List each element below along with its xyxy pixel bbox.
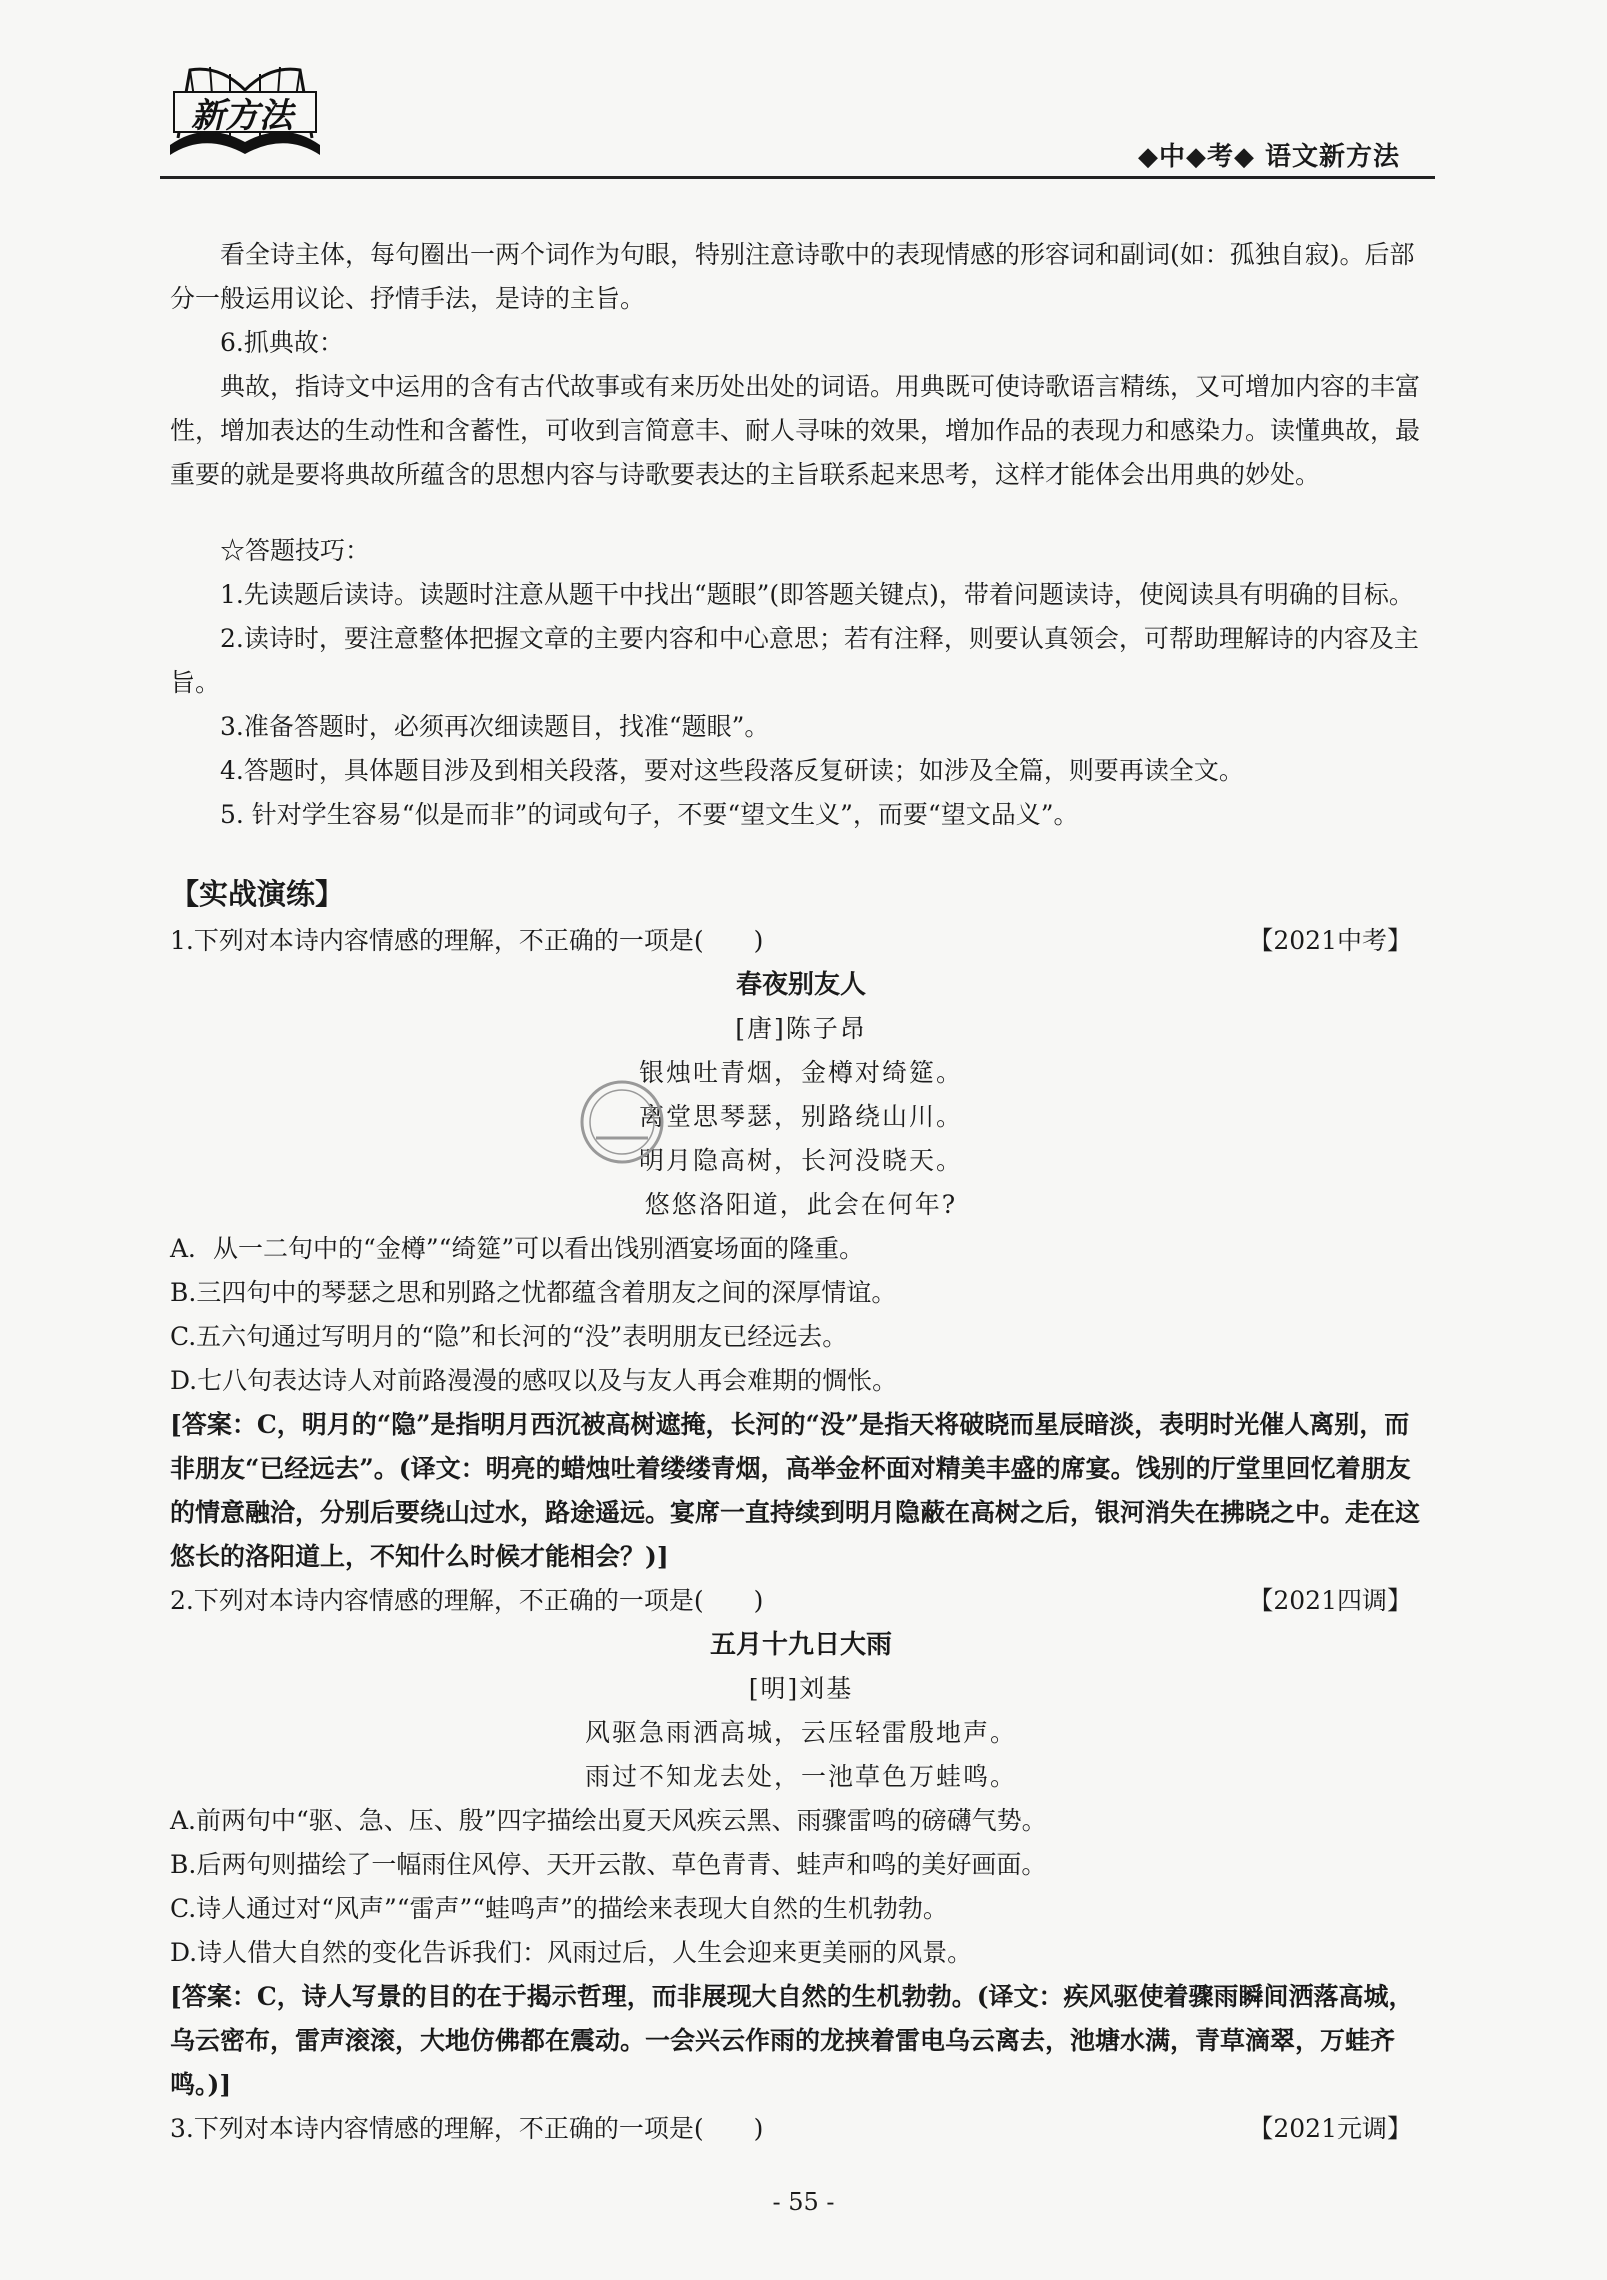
page-number: - 55 - bbox=[772, 2188, 835, 2216]
tips-title: ☆答题技巧： bbox=[220, 536, 371, 565]
point6-title: 6.抓典故： bbox=[220, 328, 344, 357]
header-divider bbox=[160, 176, 1435, 179]
intro-paragraph: 看全诗主体，每句圈出一两个词作为句眼，特别注意诗歌中的表现情感的形容词和副词(如：孤独自寂)。后部分一般运用议论、抒情手法，是诗的主旨。 bbox=[170, 240, 1415, 313]
question-tag: 【2021四调】 bbox=[1248, 1586, 1412, 1615]
page-content bbox=[170, 233, 1432, 2151]
tip-item: 1.先读题后读诗。读题时注意从题干中找出“题眼”(即答题关键点)，带着问题读诗，使阅读具有明确的目标。 bbox=[220, 580, 1414, 609]
tip-item: 5. 针对学生容易“似是而非”的词或句子，不要“望文生义”，而要“望文品义”。 bbox=[220, 800, 1079, 829]
question-stem: 3.下列对本诗内容情感的理解，不正确的一项是( ) bbox=[170, 2114, 764, 2143]
answer-text: [答案：C，诗人写景的目的在于揭示哲理，而非展现大自然的生机勃勃。(译文：疾风驱使着骤雨瞬间洒落高城，乌云密布，雷声滚滚，大地仿佛都在震动。一会兴云作雨的龙挟着雷电乌云离去，池塘水满，青草滴翠，万蛙齐鸣。)] bbox=[170, 1982, 1414, 2099]
poem-line: 明月隐高树，长河没晓天。 bbox=[638, 1146, 963, 1175]
option-c: C.五六句通过写明月的“隐”和长河的“没”表明朋友已经远去。 bbox=[170, 1322, 848, 1351]
question-2-stem bbox=[170, 1579, 1432, 1623]
question-stem: 2.下列对本诗内容情感的理解，不正确的一项是( ) bbox=[170, 1586, 764, 1615]
question-1-stem bbox=[170, 919, 1432, 963]
practice-title: 【实战演练】 bbox=[170, 877, 345, 911]
poem-line: 银烛吐青烟，金樽对绮筵。 bbox=[638, 1058, 963, 1087]
tip-item: 4.答题时，具体题目涉及到相关段落，要对这些段落反复研读；如涉及全篇，则要再读全文。 bbox=[220, 756, 1244, 785]
option-b: B.三四句中的琴瑟之思和别路之忧都蕴含着朋友之间的深厚情谊。 bbox=[170, 1278, 897, 1307]
poem-author: [唐]陈子昂 bbox=[735, 1014, 867, 1043]
option-d: D.诗人借大自然的变化告诉我们：风雨过后，人生会迎来更美丽的风景。 bbox=[170, 1938, 973, 1967]
option-d: D.七八句表达诗人对前路漫漫的感叹以及与友人再会难期的惆怅。 bbox=[170, 1366, 898, 1395]
logo-text: 新方法 bbox=[191, 96, 293, 136]
poem-line: 风驱急雨洒高城，云压轻雷殷地声。 bbox=[584, 1718, 1017, 1747]
poem-line: 雨过不知龙去处，一池草色万蛙鸣。 bbox=[584, 1762, 1017, 1791]
question-3-stem bbox=[170, 2107, 1432, 2151]
question-stem: 1.下列对本诗内容情感的理解，不正确的一项是( ) bbox=[170, 926, 764, 955]
answer-text: [答案：C，明月的“隐”是指明月西沉被高树遮掩，长河的“没”是指天将破晓而星辰暗淡，表明时光催人离别，而非朋友“已经远去”。(译文：明亮的蜡烛吐着缕缕青烟，高举金杯面对精美丰盛的席宴。饯别的厅堂里回忆着朋友的情意融洽，分别后要绕山过水，路途遥远。宴席一直持续到明月隐蔽在高树之后，银河消失在拂晓之中。走在这悠长的洛阳道上，不知什么时候才能相会？)] bbox=[170, 1410, 1421, 1571]
page-header bbox=[160, 40, 1435, 185]
poem-title: 五月十九日大雨 bbox=[709, 1630, 892, 1660]
point6-text: 典故，指诗文中运用的含有古代故事或有来历处出处的词语。用典既可使诗歌语言精练，又可增加内容的丰富性，增加表达的生动性和含蓄性，可收到言简意丰、耐人寻味的效果，增加作品的表现力和感染力。读懂典故，最重要的就是要将典故所蕴含的思想内容与诗歌要表达的主旨联系起来思考，这样才能体会出用典的妙处。 bbox=[170, 372, 1421, 489]
homework-stamp-icon bbox=[578, 1078, 666, 1166]
poem-line: 悠悠洛阳道，此会在何年? bbox=[644, 1190, 958, 1219]
option-a: A.前两句中“驱、急、压、殷”四字描绘出夏天风疾云黑、雨骤雷鸣的磅礴气势。 bbox=[170, 1806, 1047, 1835]
option-a: A．从一二句中的“金樽”“绮筵”可以看出饯别酒宴场面的隆重。 bbox=[170, 1234, 865, 1263]
poem-author: [明]刘基 bbox=[748, 1674, 854, 1703]
option-c: C.诗人通过对“风声”“雷声”“蛙鸣声”的描绘来表现大自然的生机勃勃。 bbox=[170, 1894, 948, 1923]
option-b: B.后两句则描绘了一幅雨住风停、天开云散、草色青青、蛙声和鸣的美好画面。 bbox=[170, 1850, 1047, 1879]
tip-item: 2.读诗时，要注意整体把握文章的主要内容和中心意思；若有注释，则要认真领会，可帮助理解诗的内容及主旨。 bbox=[170, 624, 1419, 697]
poem-title: 春夜别友人 bbox=[735, 970, 866, 1000]
header-title: ◆中◆考◆ 语文新方法 bbox=[1137, 142, 1400, 172]
poem-line: 离堂思琴瑟，别路绕山川。 bbox=[638, 1102, 963, 1131]
tip-item: 3.准备答题时，必须再次细读题目，找准“题眼”。 bbox=[220, 712, 770, 741]
question-tag: 【2021元调】 bbox=[1248, 2114, 1412, 2143]
question-tag: 【2021中考】 bbox=[1248, 926, 1412, 955]
